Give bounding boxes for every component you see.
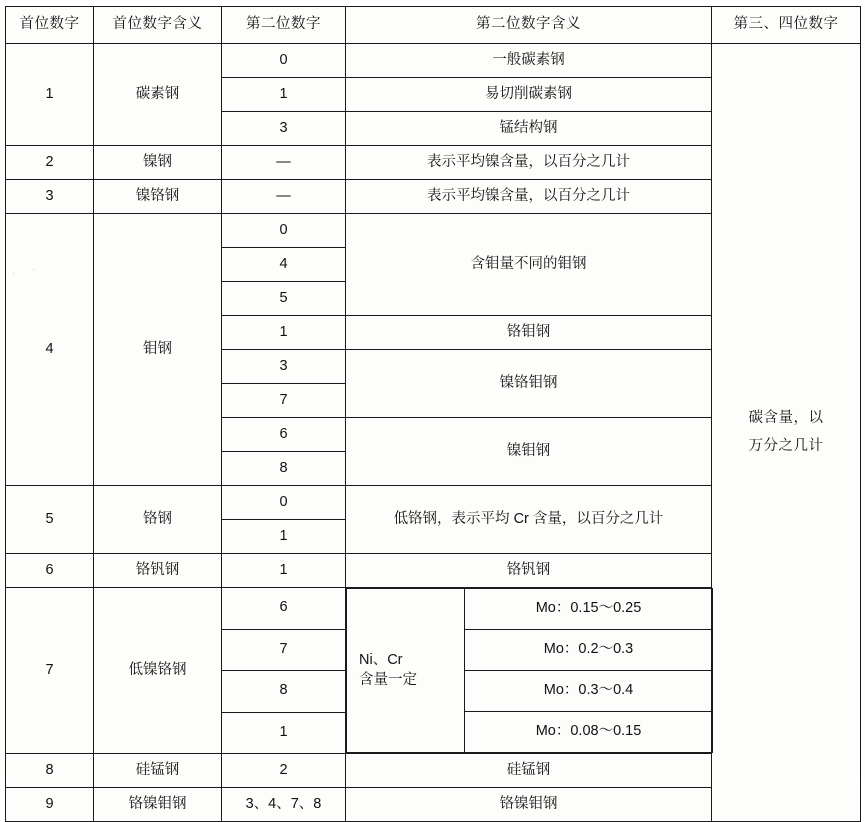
cell-second-digit-meaning: 一般碳素钢 [346,44,712,78]
cell-second-digit: 0 [222,486,346,520]
cell-first-digit: 2 [6,146,94,180]
cell-second-digit-meaning: 锰结构钢 [346,112,712,146]
cell-first-digit: 8 [6,754,94,788]
ni-cr-label-line1: Ni、Cr [359,651,403,668]
cell-second-digit: 4 [222,248,346,282]
cell-mo-range: Mo：0.08～0.15 [465,712,713,753]
table-header-row [6,7,861,44]
cell-first-digit-meaning: 镍钢 [94,146,222,180]
header-first-digit: 首位数字 [6,7,94,44]
cell-second-digit-meaning: 镍钼钢 [346,418,712,486]
cell-first-digit: 3 [6,180,94,214]
header-first-digit-meaning: 首位数字含义 [94,7,222,44]
third-fourth-note-line1: 碳含量，以 [748,409,824,426]
steel-grade-table [5,6,861,822]
cell-first-digit-meaning: 钼钢 [94,214,222,486]
cell-first-digit: 4 [6,214,94,486]
cell-second-digit: 8 [222,452,346,486]
cell-second-digit-meaning: 铬钼钢 [346,316,712,350]
cell-second-digit-meaning: 硅锰钢 [346,754,712,788]
cell-second-digit: — [222,146,346,180]
cell-second-digit: 3 [222,350,346,384]
cell-second-digit-meaning: 含钼量不同的钼钢 [346,214,712,316]
cell-second-digit-meaning: 易切削碳素钢 [346,78,712,112]
cell-second-digit: 1 [222,316,346,350]
cell-ni-cr-label [347,589,465,753]
cell-second-digit-meaning: 镍铬钼钢 [346,350,712,418]
cell-first-digit: 6 [6,554,94,588]
cell-first-digit-meaning: 铬钒钢 [94,554,222,588]
header-third-fourth-digit: 第三、四位数字 [712,7,861,44]
cell-first-digit-meaning: 碳素钢 [94,44,222,146]
cell-second-digit: — [222,180,346,214]
page-speck: · [32,264,36,275]
cell-second-digit: 3 [222,112,346,146]
cell-second-digit: 8 [222,671,346,713]
cell-mo-range: Mo：0.3～0.4 [465,671,713,712]
cell-first-digit-meaning: 硅锰钢 [94,754,222,788]
cell-second-digit-meaning: 铬镍钼钢 [346,788,712,822]
cell-third-fourth-note [712,44,861,822]
header-second-digit-meaning: 第二位数字含义 [346,7,712,44]
cell-second-digit: 1 [222,78,346,112]
cell-second-digit-meaning-split [346,588,712,754]
cell-second-digit: 1 [222,520,346,554]
cell-second-digit: 1 [222,554,346,588]
inner-meaning-table [346,588,713,753]
cell-second-digit-meaning: 铬钒钢 [346,554,712,588]
cell-second-digit: 7 [222,629,346,671]
header-second-digit: 第二位数字 [222,7,346,44]
cell-first-digit: 7 [6,588,94,754]
table-body [6,44,861,822]
cell-first-digit: 5 [6,486,94,554]
ni-cr-label-line2: 含量一定 [359,671,417,688]
cell-first-digit-meaning: 铬钢 [94,486,222,554]
cell-first-digit-meaning: 铬镍钼钢 [94,788,222,822]
cell-second-digit: 5 [222,282,346,316]
table-row [6,44,861,78]
page-speck: · [12,268,16,279]
cell-mo-range: Mo：0.2～0.3 [465,630,713,671]
document-page [0,6,865,812]
third-fourth-note-line2: 万分之几计 [748,437,824,454]
cell-second-digit-meaning: 低铬钢，表示平均 Cr 含量，以百分之几计 [346,486,712,554]
cell-first-digit: 9 [6,788,94,822]
cell-second-digit: 7 [222,384,346,418]
cell-second-digit-meaning: 表示平均镍含量，以百分之几计 [346,180,712,214]
cell-second-digit: 3、4、7、8 [222,788,346,822]
cell-second-digit: 2 [222,754,346,788]
table-header [6,7,861,44]
cell-second-digit: 6 [222,418,346,452]
cell-first-digit: 1 [6,44,94,146]
cell-second-digit: 0 [222,44,346,78]
cell-second-digit: 1 [222,712,346,754]
cell-first-digit-meaning: 低镍铬钢 [94,588,222,754]
cell-second-digit: 6 [222,588,346,630]
cell-second-digit: 0 [222,214,346,248]
cell-second-digit-meaning: 表示平均镍含量，以百分之几计 [346,146,712,180]
cell-mo-range: Mo：0.15～0.25 [465,589,713,630]
cell-first-digit-meaning: 镍铬钢 [94,180,222,214]
